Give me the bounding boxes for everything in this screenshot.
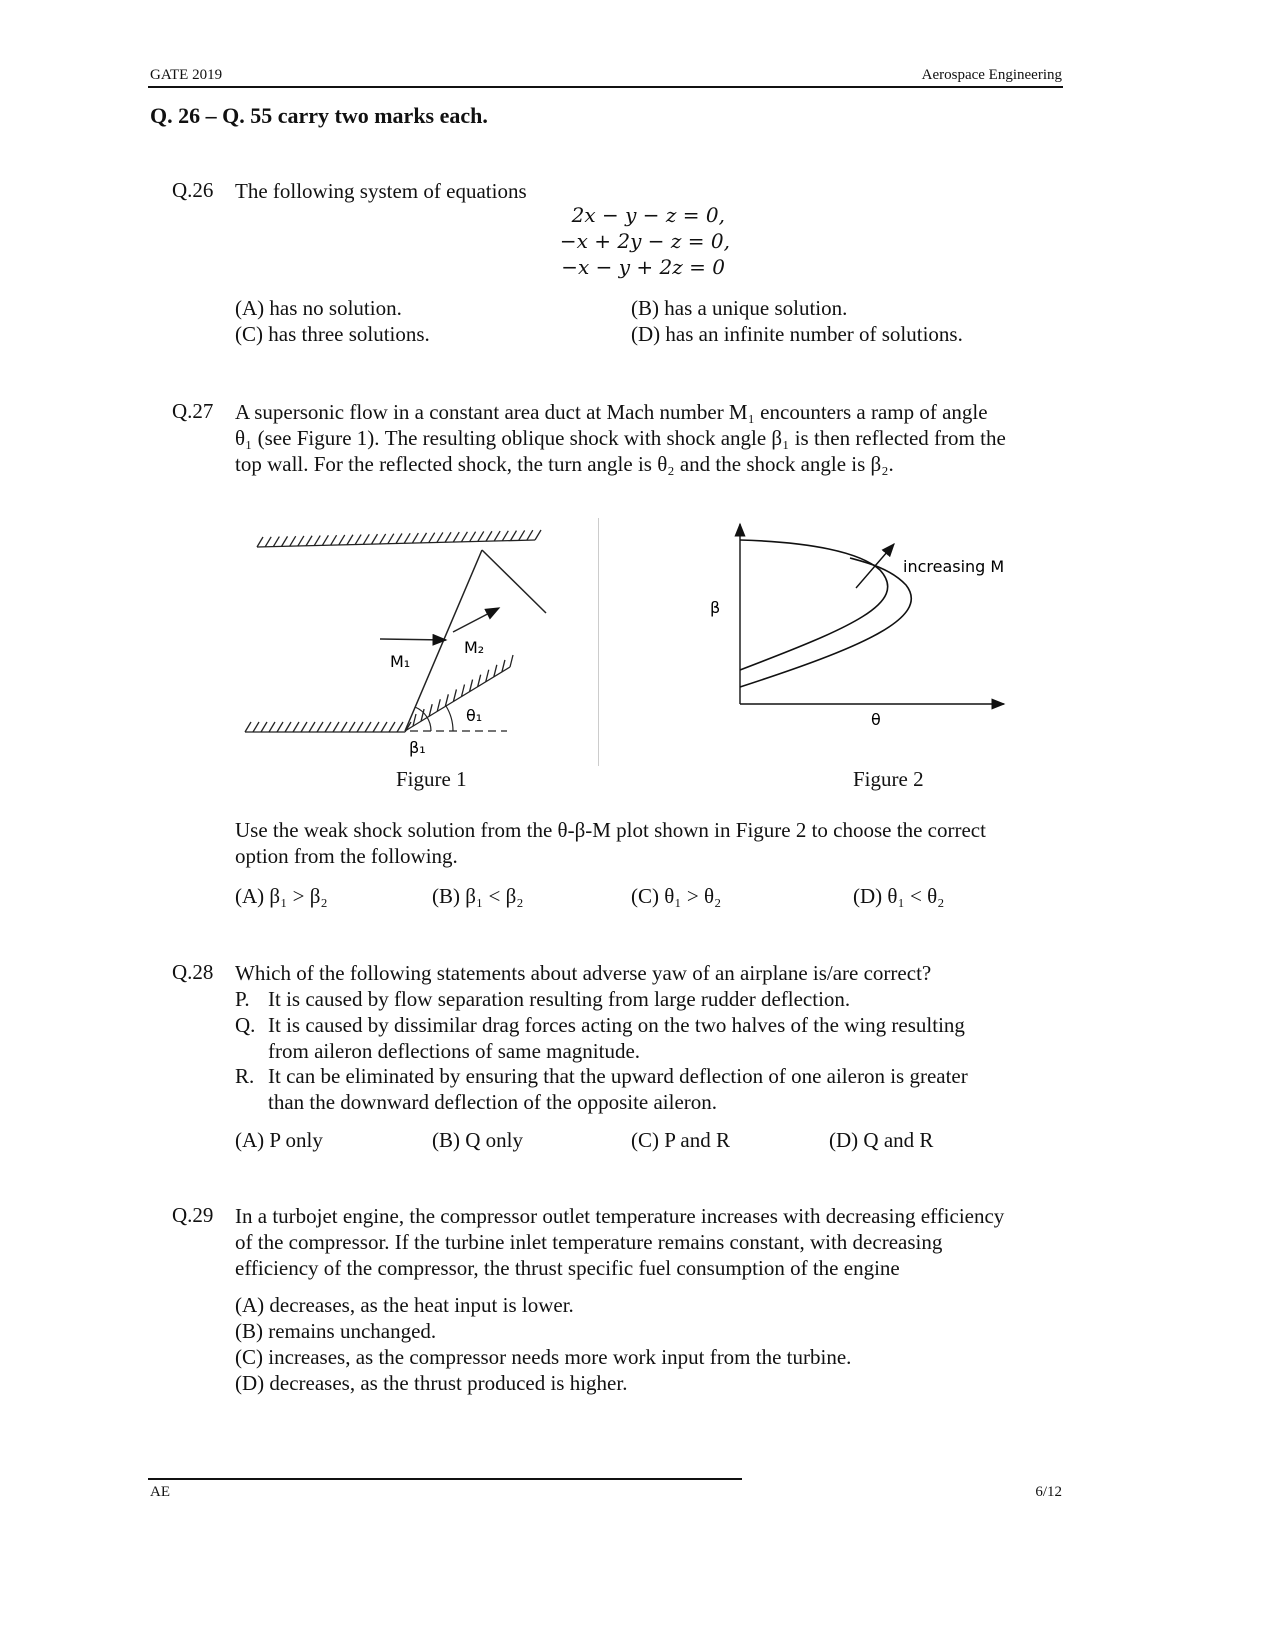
q26-option-a[interactable]: (A) has no solution.: [235, 296, 402, 320]
top-wall-hatch-mark: [502, 531, 508, 541]
q27-instruction: [235, 817, 1060, 869]
top-wall-hatch-mark: [314, 536, 320, 546]
top-wall-hatch-mark: [486, 531, 492, 541]
label-m2: M₂: [464, 638, 485, 657]
q29-stem-line-1: In a turbojet engine, the compressor outlet temperature increases with decreasing efficiency: [235, 1204, 1005, 1228]
bottom-wall-hatch-mark: [365, 722, 371, 732]
label-beta1: β₁: [409, 738, 426, 757]
q27-number: Q.27: [172, 399, 214, 423]
top-wall-hatch-mark: [494, 531, 500, 541]
bottom-wall-hatch-mark: [309, 722, 315, 732]
q27-instruction-line-1: Use the weak shock solution from the θ-β-M plot shown in Figure 2 to choose the correct: [235, 818, 986, 842]
bottom-wall-hatch-mark: [341, 722, 347, 732]
q28-statement-q: [268, 1012, 965, 1064]
q27-instruction-line-2: option from the following.: [235, 844, 458, 868]
bottom-wall-hatch-mark: [397, 722, 403, 732]
label-theta1: θ₁: [466, 706, 483, 725]
q29-number: Q.29: [172, 1203, 214, 1227]
q28-statement-r: [268, 1063, 968, 1115]
top-wall-hatch-mark: [306, 536, 312, 546]
bottom-wall-hatch-mark: [381, 722, 387, 732]
q28-statement-q-line-2: from aileron deflections of same magnitude.: [268, 1039, 641, 1063]
footer-rule: [148, 1478, 742, 1480]
q29-stem: [235, 1203, 1060, 1281]
bottom-wall-hatch-mark: [357, 722, 363, 732]
q28-stem: Which of the following statements about adverse yaw of an airplane is/are correct?: [235, 961, 932, 985]
top-wall-hatch: [257, 530, 541, 547]
top-wall-hatch-mark: [527, 530, 533, 540]
top-wall-hatch-mark: [282, 536, 288, 546]
label-m1: M₁: [390, 652, 411, 671]
top-wall-hatch-mark: [421, 533, 427, 543]
top-wall-hatch-mark: [265, 537, 271, 547]
q26-number: Q.26: [172, 178, 214, 202]
m1-flow-arrow: [380, 639, 446, 640]
bottom-wall-hatch-mark: [373, 722, 379, 732]
q26-equation-1: 2x − y − z = 0,: [571, 203, 725, 227]
figure-2-caption: Figure 2: [853, 767, 924, 791]
q26-stem: The following system of equations: [235, 179, 527, 203]
header-subject: Aerospace Engineering: [921, 67, 1062, 83]
top-wall-hatch-mark: [510, 531, 516, 541]
q26-equation-2: −x + 2y − z = 0,: [559, 229, 730, 253]
q28-statement-q-label: Q.: [235, 1013, 256, 1037]
footer-page-number: 6/12: [1035, 1484, 1062, 1500]
q26-option-b[interactable]: (B) has a unique solution.: [631, 296, 848, 320]
top-wall-hatch-mark: [453, 532, 459, 542]
top-wall-hatch-mark: [396, 534, 402, 544]
theta1-angle-arc: [446, 706, 453, 731]
q28-option-c[interactable]: (C) P and R: [631, 1128, 730, 1152]
q28-option-b[interactable]: (B) Q only: [432, 1128, 523, 1152]
top-wall-hatch-mark: [429, 533, 435, 543]
bottom-wall-hatch-mark: [277, 722, 283, 732]
q27-option-b[interactable]: (B) β₁ < β₂: [432, 884, 524, 908]
top-wall-hatch-mark: [371, 534, 377, 544]
top-wall-hatch-mark: [331, 535, 337, 545]
beta1-angle-arc: [415, 707, 431, 731]
q29-option-d[interactable]: (D) decreases, as the thrust produced is higher.: [235, 1371, 628, 1395]
q26-option-c[interactable]: (C) has three solutions.: [235, 322, 430, 346]
bottom-wall-hatch-mark: [317, 722, 323, 732]
top-wall-hatch-mark: [412, 533, 418, 543]
section-title: Q. 26 – Q. 55 carry two marks each.: [150, 103, 488, 128]
annotation-increasing-m: increasing M: [903, 557, 1005, 576]
top-wall-hatch-mark: [290, 536, 296, 546]
bottom-wall-hatch-mark: [285, 722, 291, 732]
top-wall-hatch-mark: [470, 532, 476, 542]
top-wall-hatch-mark: [298, 536, 304, 546]
figure-2-theta-beta-m-plot: [700, 518, 1010, 748]
top-wall-hatch-mark: [355, 535, 361, 545]
bottom-wall-hatch-mark: [293, 722, 299, 732]
q28-statement-r-label: R.: [235, 1064, 255, 1088]
q27-stem: [235, 399, 1060, 477]
q26-equation-3: −x − y + 2z = 0: [561, 255, 725, 279]
q27-stem-line-1: A supersonic flow in a constant area duct at Mach number M₁ encounters a ramp of angle: [235, 400, 988, 424]
q29-stem-line-3: efficiency of the compressor, the thrust specific fuel consumption of the engine: [235, 1256, 900, 1280]
reflected-shock-line: [482, 550, 546, 613]
top-wall-hatch-mark: [388, 534, 394, 544]
increasing-m-arrow: [856, 544, 894, 588]
bottom-wall-hatch-mark: [253, 722, 259, 732]
top-wall-hatch-mark: [461, 532, 467, 542]
m2-flow-arrow: [453, 608, 499, 632]
header-exam-name: GATE 2019: [150, 67, 223, 83]
figure-1-shock-reflection: [235, 520, 565, 765]
ramp-hatch-mark: [510, 655, 513, 667]
bottom-wall-hatch-mark: [245, 722, 251, 732]
bottom-wall-hatch: [245, 722, 411, 732]
q28-statement-q-line-1: It is caused by dissimilar drag forces acting on the two halves of the wing resulting: [268, 1013, 965, 1037]
q28-statement-p-label: P.: [235, 987, 250, 1011]
q28-statement-r-line-2: than the downward deflection of the opposite aileron.: [268, 1090, 718, 1114]
top-wall-hatch-mark: [445, 532, 451, 542]
top-wall-hatch-mark: [535, 530, 541, 540]
top-wall-hatch-mark: [257, 537, 263, 547]
q29-option-a[interactable]: (A) decreases, as the heat input is lower.: [235, 1293, 574, 1317]
theta-beta-curve-low-mach: [740, 540, 888, 670]
top-wall-hatch-mark: [404, 533, 410, 543]
q27-option-a[interactable]: (A) β₁ > β₂: [235, 884, 328, 908]
q29-stem-line-2: of the compressor. If the turbine inlet temperature remains constant, with decreasing: [235, 1230, 943, 1254]
q28-number: Q.28: [172, 960, 214, 984]
x-axis-label-theta: θ: [871, 710, 881, 729]
q26-option-d[interactable]: (D) has an infinite number of solutions.: [631, 322, 963, 346]
header-rule: [148, 86, 1063, 88]
top-wall-hatch-mark: [478, 531, 484, 541]
q29-option-c[interactable]: (C) increases, as the compressor needs more work input from the turbine.: [235, 1345, 852, 1369]
top-wall-hatch-mark: [347, 535, 353, 545]
y-axis-label-beta: β: [710, 598, 721, 617]
bottom-wall-hatch-mark: [333, 722, 339, 732]
q28-statement-p: It is caused by flow separation resulting from large rudder deflection.: [268, 987, 851, 1011]
bottom-wall-hatch-mark: [301, 722, 307, 732]
q28-statement-r-line-1: It can be eliminated by ensuring that the upward deflection of one aileron is greater: [268, 1064, 968, 1088]
q27-option-d[interactable]: (D) θ₁ < θ₂: [853, 884, 945, 908]
top-wall-hatch-mark: [363, 534, 369, 544]
footer-paper-code: AE: [150, 1484, 170, 1500]
figure-1-caption: Figure 1: [396, 767, 467, 791]
top-wall-hatch-mark: [519, 530, 525, 540]
top-wall-hatch-mark: [322, 535, 328, 545]
bottom-wall-hatch-mark: [261, 722, 267, 732]
top-wall-hatch-mark: [380, 534, 386, 544]
figure-divider: [598, 518, 599, 766]
q29-option-b[interactable]: (B) remains unchanged.: [235, 1319, 437, 1343]
bottom-wall-hatch-mark: [269, 722, 275, 732]
bottom-wall-hatch-mark: [325, 722, 331, 732]
top-wall-hatch-mark: [339, 535, 345, 545]
bottom-wall-hatch-mark: [349, 722, 355, 732]
q27-stem-line-2: θ₁ (see Figure 1). The resulting oblique shock with shock angle β₁ is then reflected from the: [235, 426, 1006, 450]
q27-stem-line-3: top wall. For the reflected shock, the turn angle is θ₂ and the shock angle is β₂.: [235, 452, 894, 476]
top-wall-hatch-mark: [437, 532, 443, 542]
bottom-wall-hatch-mark: [389, 722, 395, 732]
q28-option-d[interactable]: (D) Q and R: [829, 1128, 934, 1152]
top-wall-hatch-mark: [273, 537, 279, 547]
q27-option-c[interactable]: (C) θ₁ > θ₂: [631, 884, 722, 908]
q28-option-a[interactable]: (A) P only: [235, 1128, 323, 1152]
